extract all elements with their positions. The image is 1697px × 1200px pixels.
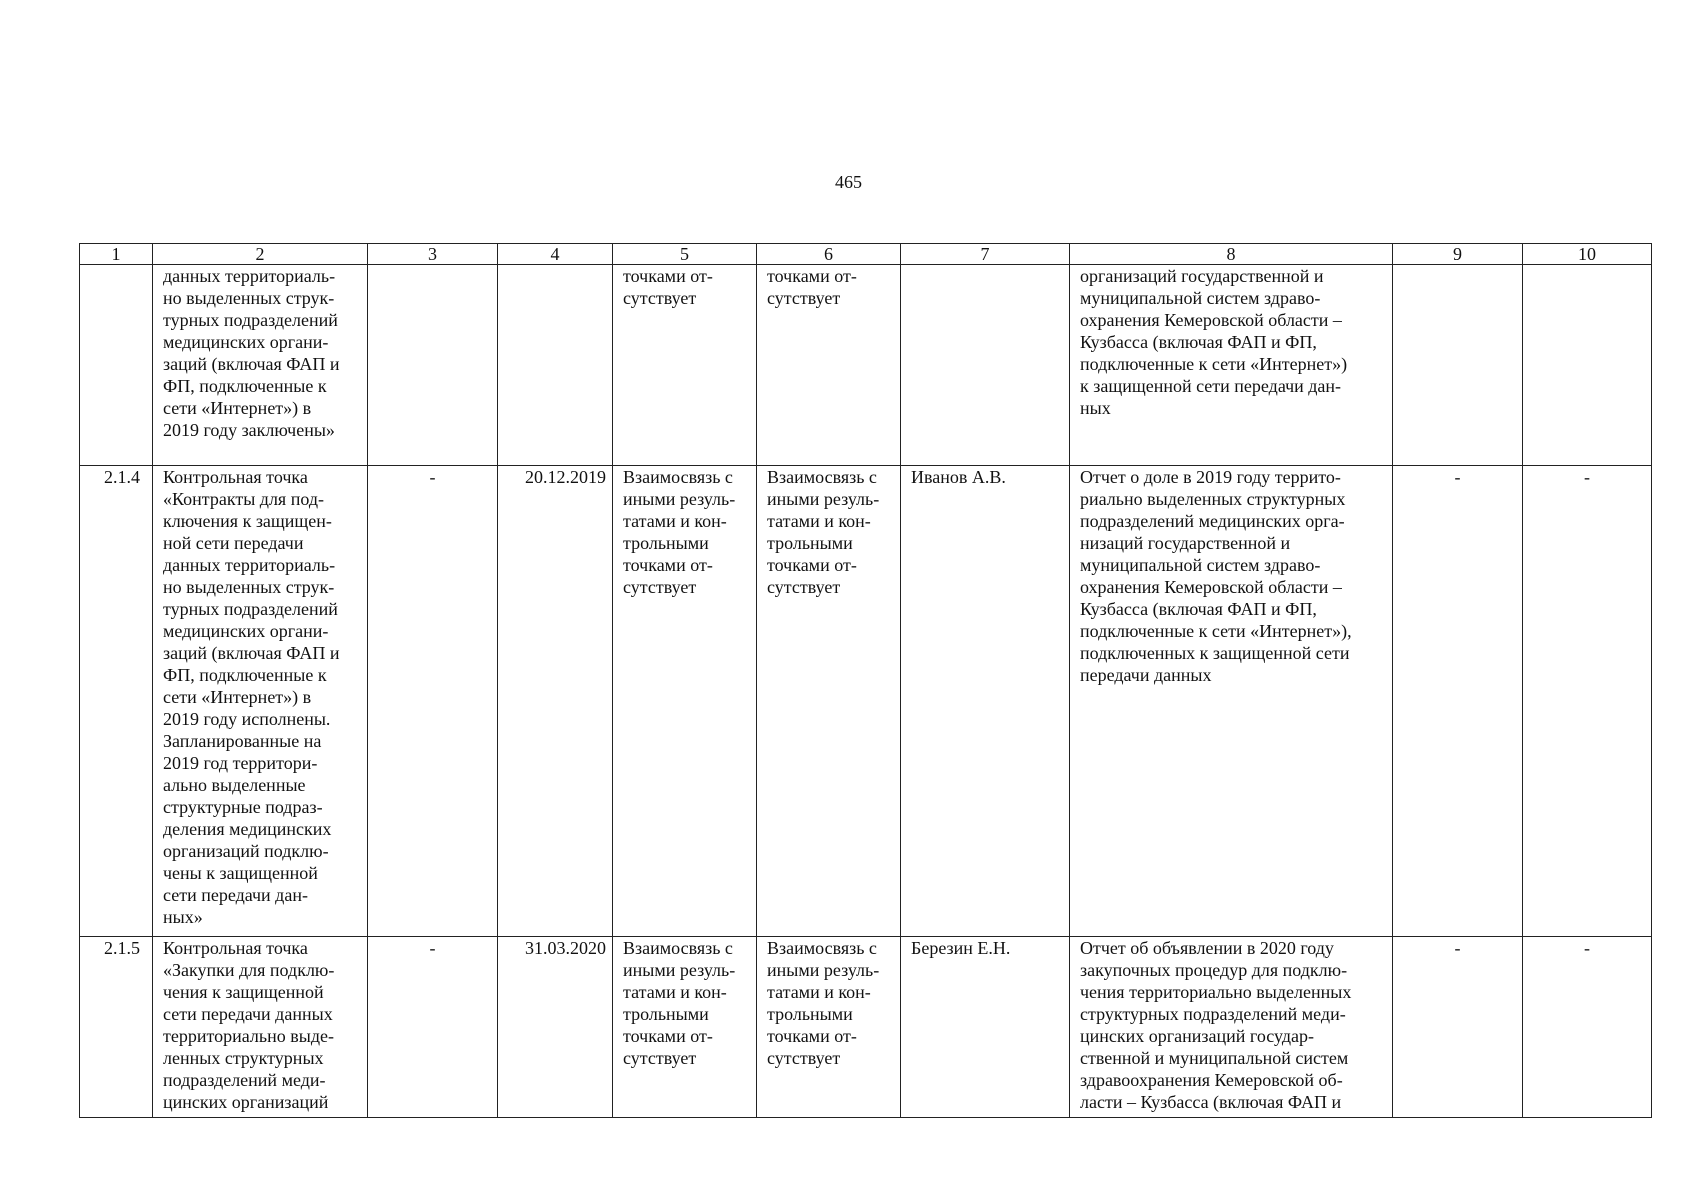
text-line: ной сети передачи (163, 533, 304, 553)
text-line: татами и кон- (767, 982, 871, 1002)
text-line: точками от- (623, 1026, 713, 1046)
text-line: иными резуль- (623, 489, 736, 509)
text-line: охранения Кемеровской области – (1080, 577, 1342, 597)
text-line: сети передачи дан- (163, 885, 308, 905)
text-line: сети передачи данных (163, 1004, 333, 1024)
text-line: муниципальной систем здраво- (1080, 555, 1321, 575)
text-line: медицинских органи- (163, 332, 329, 352)
text-line: закупочных процедур для подклю- (1080, 960, 1348, 980)
text-line: ных» (163, 907, 203, 927)
text-line: сети «Интернет») в (163, 398, 312, 418)
text-line: иными резуль- (767, 960, 880, 980)
text-line: ласти – Кузбасса (включая ФАП и (1080, 1092, 1342, 1112)
result-cell (1070, 937, 1393, 1118)
text-line: сутствует (767, 288, 841, 308)
column-9-cell: - (1393, 937, 1523, 1118)
header-cell: 4 (498, 244, 613, 265)
responsible-cell: Иванов А.В. (901, 466, 1070, 937)
text-line: структурные подраз- (163, 797, 323, 817)
text-line: чены к защищенной (163, 863, 318, 883)
header-cell: 6 (757, 244, 901, 265)
text-line: татами и кон- (767, 511, 871, 531)
text-line: здравоохранения Кемеровской об- (1080, 1070, 1343, 1090)
header-cell: 10 (1523, 244, 1652, 265)
header-cell: 9 (1393, 244, 1523, 265)
text-line: данных территориаль- (163, 266, 336, 286)
text-line: заций (включая ФАП и (163, 643, 340, 663)
column-9-cell (1393, 265, 1523, 466)
column-3-cell: - (368, 937, 498, 1118)
text-line: ных (1080, 398, 1111, 418)
text-line: Отчет о доле в 2019 году террито- (1080, 467, 1341, 487)
text-line: Взаимосвязь с (767, 467, 877, 487)
row-number-cell: 2.1.5 (80, 937, 153, 1118)
text-line: сутствует (623, 577, 697, 597)
plan-table (79, 243, 1652, 1118)
header-cell: 1 (80, 244, 153, 265)
relation-cell (613, 937, 757, 1118)
text-line: риально выделенных структурных (1080, 489, 1346, 509)
text-line: чения к защищенной (163, 982, 324, 1002)
page-number: 465 (835, 172, 862, 192)
text-line: иными резуль- (623, 960, 736, 980)
text-line: иными резуль- (767, 489, 880, 509)
text-line: татами и кон- (623, 511, 727, 531)
table-row (80, 937, 1652, 1118)
text-line: сутствует (623, 1048, 697, 1068)
text-line: заций (включая ФАП и (163, 354, 340, 374)
text-line: территориально выде- (163, 1026, 334, 1046)
text-line: цинских организаций государ- (1080, 1026, 1315, 1046)
column-10-cell: - (1523, 466, 1652, 937)
column-9-cell: - (1393, 466, 1523, 937)
text-line: подключенных к защищенной сети (1080, 643, 1350, 663)
responsible-cell (901, 265, 1070, 466)
text-line: низаций государственной и (1080, 533, 1291, 553)
header-row (80, 244, 1652, 265)
text-line: ключения к защищен- (163, 511, 332, 531)
text-line: муниципальной систем здраво- (1080, 288, 1321, 308)
header-cell: 5 (613, 244, 757, 265)
text-line: точками от- (767, 555, 857, 575)
text-line: турных подразделений (163, 599, 338, 619)
text-line: медицинских органи- (163, 621, 329, 641)
event-name-cell (153, 265, 368, 466)
text-line: ФП, подключенные к (163, 376, 327, 396)
text-line: Контрольная точка (163, 467, 308, 487)
text-line: Запланированные на (163, 731, 322, 751)
text-line: 2019 году заключены» (163, 420, 335, 440)
text-line: точками от- (623, 555, 713, 575)
event-name-cell (153, 937, 368, 1118)
text-line: 2019 году исполнены. (163, 709, 331, 729)
text-line: Взаимосвязь с (623, 467, 733, 487)
text-line: точками от- (767, 1026, 857, 1046)
row-number-cell (80, 265, 153, 466)
text-line: ственной и муниципальной систем (1080, 1048, 1349, 1068)
text-line: организаций государственной и (1080, 266, 1324, 286)
text-line: трольными (767, 1004, 853, 1024)
text-line: подключенные к сети «Интернет») (1080, 354, 1348, 374)
text-line: Кузбасса (включая ФАП и ФП, (1080, 332, 1317, 352)
text-line: к защищенной сети передачи дан- (1080, 376, 1342, 396)
text-line: деления медицинских (163, 819, 332, 839)
text-line: передачи данных (1080, 665, 1212, 685)
relation-cell (757, 265, 901, 466)
table-row (80, 265, 1652, 466)
text-line: 2019 год территори- (163, 753, 318, 773)
text-line: «Контракты для под- (163, 489, 324, 509)
text-line: подразделений меди- (163, 1070, 326, 1090)
date-cell: 20.12.2019 (498, 466, 613, 937)
text-line: трольными (623, 1004, 709, 1024)
text-line: чения территориально выделенных (1080, 982, 1352, 1002)
date-cell (498, 265, 613, 466)
text-line: татами и кон- (623, 982, 727, 1002)
relation-cell (613, 466, 757, 937)
date-cell: 31.03.2020 (498, 937, 613, 1118)
text-line: данных территориаль- (163, 555, 336, 575)
text-line: ально выделенные (163, 775, 306, 795)
table-row (80, 466, 1652, 937)
relation-cell (613, 265, 757, 466)
header-cell: 8 (1070, 244, 1393, 265)
text-line: но выделенных струк- (163, 288, 335, 308)
text-line: подключенные к сети «Интернет»), (1080, 621, 1352, 641)
text-line: Отчет об объявлении в 2020 году (1080, 938, 1334, 958)
text-line: но выделенных струк- (163, 577, 335, 597)
text-line: трольными (767, 533, 853, 553)
column-10-cell: - (1523, 937, 1652, 1118)
text-line: ленных структурных (163, 1048, 324, 1068)
relation-cell (757, 937, 901, 1118)
text-line: цинских организаций (163, 1092, 329, 1112)
responsible-cell: Березин Е.Н. (901, 937, 1070, 1118)
header-cell: 3 (368, 244, 498, 265)
column-3-cell: - (368, 466, 498, 937)
text-line: сутствует (767, 577, 841, 597)
text-line: точками от- (623, 266, 713, 286)
header-cell: 2 (153, 244, 368, 265)
text-line: сети «Интернет») в (163, 687, 312, 707)
text-line: точками от- (767, 266, 857, 286)
event-name-cell (153, 466, 368, 937)
result-cell (1070, 265, 1393, 466)
text-line: Взаимосвязь с (767, 938, 877, 958)
text-line: сутствует (767, 1048, 841, 1068)
header-cell: 7 (901, 244, 1070, 265)
text-line: Взаимосвязь с (623, 938, 733, 958)
text-line: Кузбасса (включая ФАП и ФП, (1080, 599, 1317, 619)
column-10-cell (1523, 265, 1652, 466)
text-line: «Закупки для подклю- (163, 960, 335, 980)
text-line: охранения Кемеровской области – (1080, 310, 1342, 330)
text-line: трольными (623, 533, 709, 553)
result-cell (1070, 466, 1393, 937)
text-line: подразделений медицинских орга- (1080, 511, 1345, 531)
text-line: организаций подклю- (163, 841, 329, 861)
column-3-cell (368, 265, 498, 466)
text-line: турных подразделений (163, 310, 338, 330)
text-line: структурных подразделений меди- (1080, 1004, 1346, 1024)
row-number-cell: 2.1.4 (80, 466, 153, 937)
relation-cell (757, 466, 901, 937)
text-line: Контрольная точка (163, 938, 308, 958)
text-line: сутствует (623, 288, 697, 308)
text-line: ФП, подключенные к (163, 665, 327, 685)
